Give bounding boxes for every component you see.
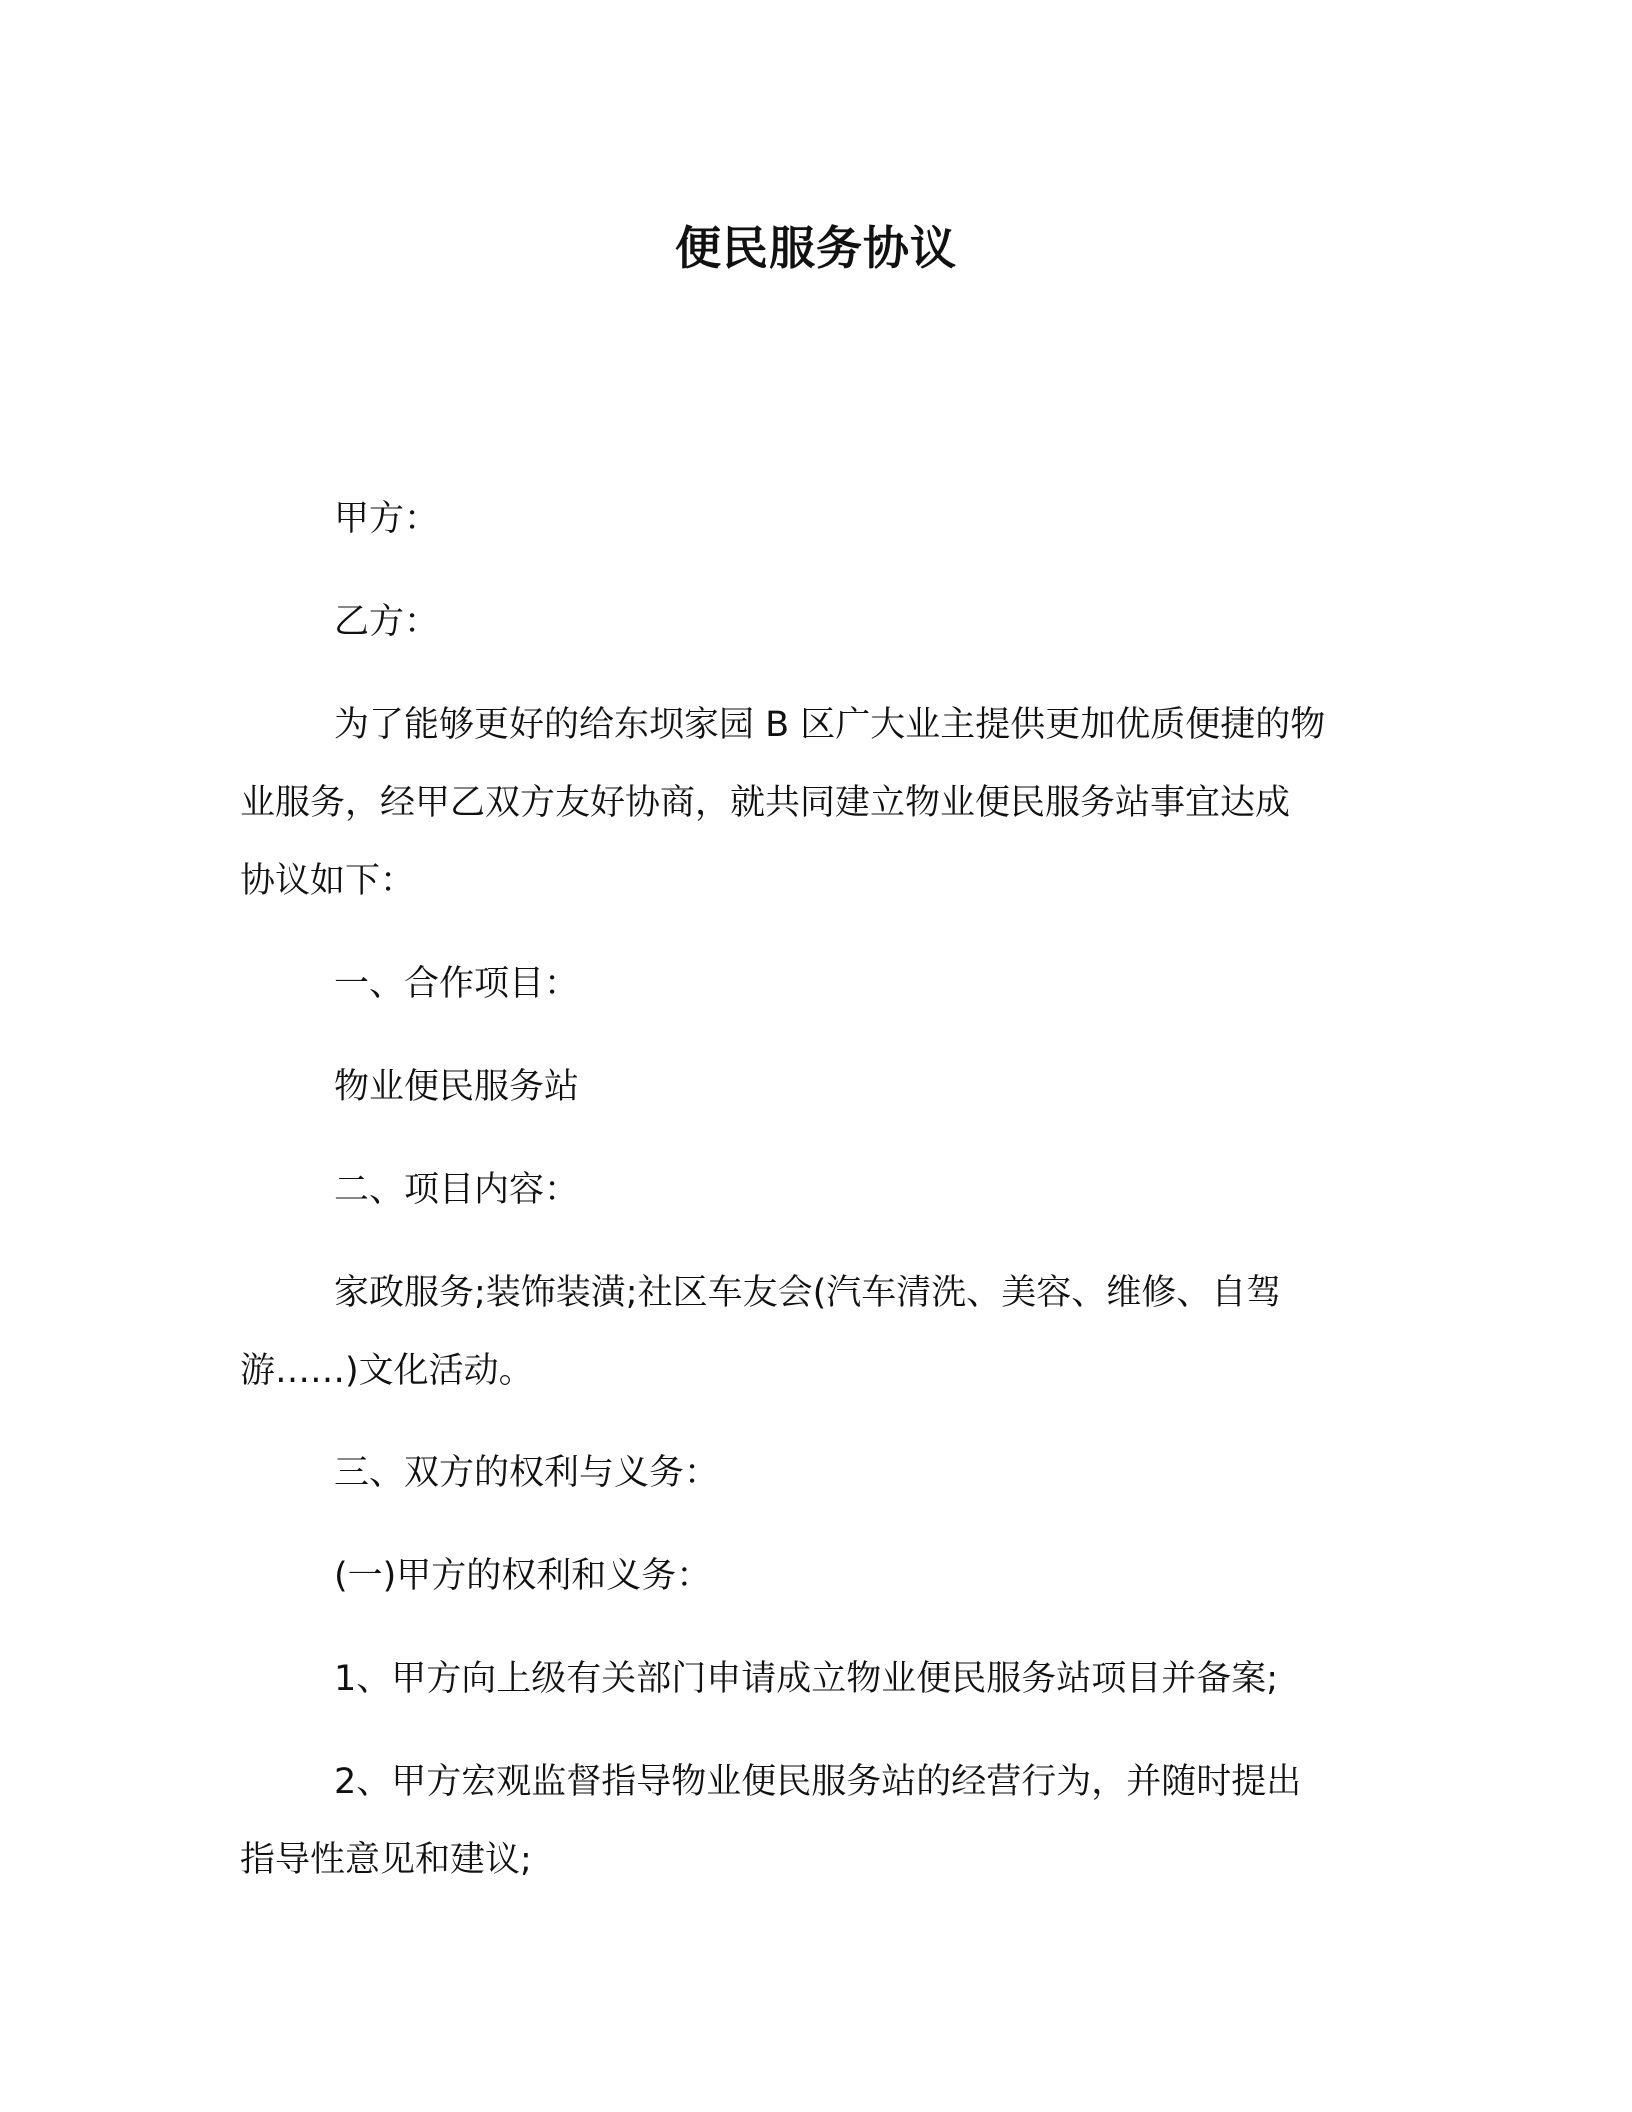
item-2-line-1: 2、甲方宏观监督指导物业便民服务站的经营行为，并随时提出 (334, 1762, 1302, 1802)
item-2-line-2: 指导性意见和建议; (240, 1840, 532, 1880)
item-1: 1、甲方向上级有关部门申请成立物业便民服务站项目并备案; (334, 1659, 1279, 1699)
section-2-line-1: 家政服务;装饰装潢;社区车友会(汽车清洗、美容、维修、自驾 (334, 1273, 1282, 1313)
section-2-line-2: 游……)文化活动。 (240, 1351, 534, 1391)
party-b-label: 乙方： (334, 602, 440, 642)
item-2 (240, 1743, 1400, 1899)
document-title: 便民服务协议 (675, 221, 957, 275)
intro-line-1: 为了能够更好的给东坝家园 B 区广大业主提供更加优质便捷的物 (334, 705, 1326, 745)
section-1-heading: 一、合作项目： (334, 964, 580, 1004)
intro-paragraph (240, 686, 1400, 920)
section-2-heading: 二、项目内容： (334, 1170, 580, 1210)
intro-line-2: 业服务，经甲乙双方友好协商，就共同建立物业便民服务站事宜达成 (240, 783, 1291, 823)
section-2-body (240, 1254, 1400, 1410)
section-3-heading: 三、双方的权利与义务： (334, 1453, 720, 1493)
intro-line-3: 协议如下： (240, 861, 416, 901)
party-a-label: 甲方： (334, 499, 440, 539)
subsection-1-heading: (一)甲方的权利和义务： (334, 1556, 712, 1596)
section-1-body: 物业便民服务站 (334, 1067, 580, 1107)
